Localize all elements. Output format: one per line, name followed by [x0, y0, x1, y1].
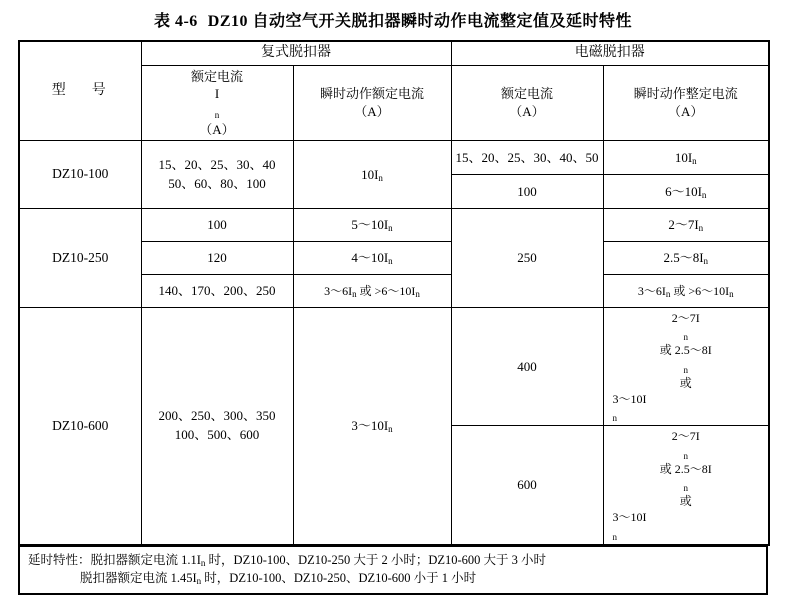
cell-em-instant-100-b: $6\sim 10I_n$ — [603, 175, 769, 209]
cell-em-rated-100-a: 15、20、25、30、40、50 — [451, 141, 603, 175]
spec-table — [18, 40, 770, 546]
header-compound-instant-current: 瞬时动作额定电流 （A） — [293, 65, 451, 140]
cell-compound-instant-600: $3\sim 10I_n$ — [293, 308, 451, 545]
header-em-instant-current: 瞬时动作整定电流 （A） — [603, 65, 769, 140]
table-row — [19, 209, 769, 242]
cell-em-instant-250-b: $2.5\sim 8I_n$ — [603, 242, 769, 275]
table-header-row-1 — [19, 41, 769, 65]
header-compound-rated-current: 额定电流 I $_n$ （A） — [141, 65, 293, 140]
table-row — [19, 308, 769, 426]
cell-compound-rated-250-c: 140、170、200、250 — [141, 275, 293, 308]
cell-compound-rated-100: 15、20、25、30、40 50、60、80、100 — [141, 141, 293, 209]
header-group-compound: 复式脱扣器 — [141, 41, 451, 65]
header-model: 型 号 — [19, 41, 141, 141]
cell-em-instant-100-a: $10I_n$ — [603, 141, 769, 175]
model-dz10-250: DZ10-250 — [19, 209, 141, 308]
note-line-2: 脱扣器额定电流 $1.45I_n$ 时，DZ10-100、DZ10-250、DZ10-600 小于 1 小时 — [80, 571, 477, 587]
cell-em-rated-600-a: 400 — [451, 308, 603, 426]
cell-compound-instant-250-b: $4\sim 10I_n$ — [293, 242, 451, 275]
table-title-text: DZ10 自动空气开关脱扣器瞬时动作电流整定值及延时特性 — [207, 13, 633, 30]
model-dz10-100: DZ10-100 — [19, 141, 141, 209]
cell-compound-instant-250-c: $3\sim 6I_n$ 或 $>6\sim 10I_n$ — [293, 275, 451, 308]
cell-em-rated-600-b: 600 — [451, 426, 603, 545]
cell-compound-instant-250-a: $5\sim 10I_n$ — [293, 209, 451, 242]
cell-em-instant-250-c: $3\sim 6I_n$ 或 $>6\sim 10I_n$ — [603, 275, 769, 308]
cell-em-rated-100-b: 100 — [451, 175, 603, 209]
cell-em-instant-600-a: 2～7I $_n$ 或 2.5～8I $_n$ 或 3～10I $_n$ — [603, 308, 769, 426]
cell-em-instant-250-a: $2\sim 7I_n$ — [603, 209, 769, 242]
cell-compound-rated-250-b: 120 — [141, 242, 293, 275]
cell-em-rated-250: 250 — [451, 209, 603, 308]
header-group-electromagnetic: 电磁脱扣器 — [451, 41, 769, 65]
page-title — [18, 0, 768, 40]
table-row — [19, 141, 769, 175]
cell-compound-rated-600: 200、250、300、350 100、500、600 — [141, 308, 293, 545]
cell-em-instant-600-b: 2～7I $_n$ 或 2.5～8I $_n$ 或 3～10I $_n$ — [603, 426, 769, 545]
table-note — [18, 546, 768, 595]
header-em-rated-current: 额定电流 （A） — [451, 65, 603, 140]
model-dz10-600: DZ10-600 — [19, 308, 141, 545]
cell-compound-rated-250-a: 100 — [141, 209, 293, 242]
note-line-1: 延时特性：脱扣器额定电流 $1.1I_n$ 时，DZ10-100、DZ10-250 大于 2 小时；DZ10-600 大于 3 小时 — [28, 552, 547, 568]
cell-compound-instant-100: $10I_n$ — [293, 141, 451, 209]
table-number: 表 4-6 — [153, 13, 198, 30]
